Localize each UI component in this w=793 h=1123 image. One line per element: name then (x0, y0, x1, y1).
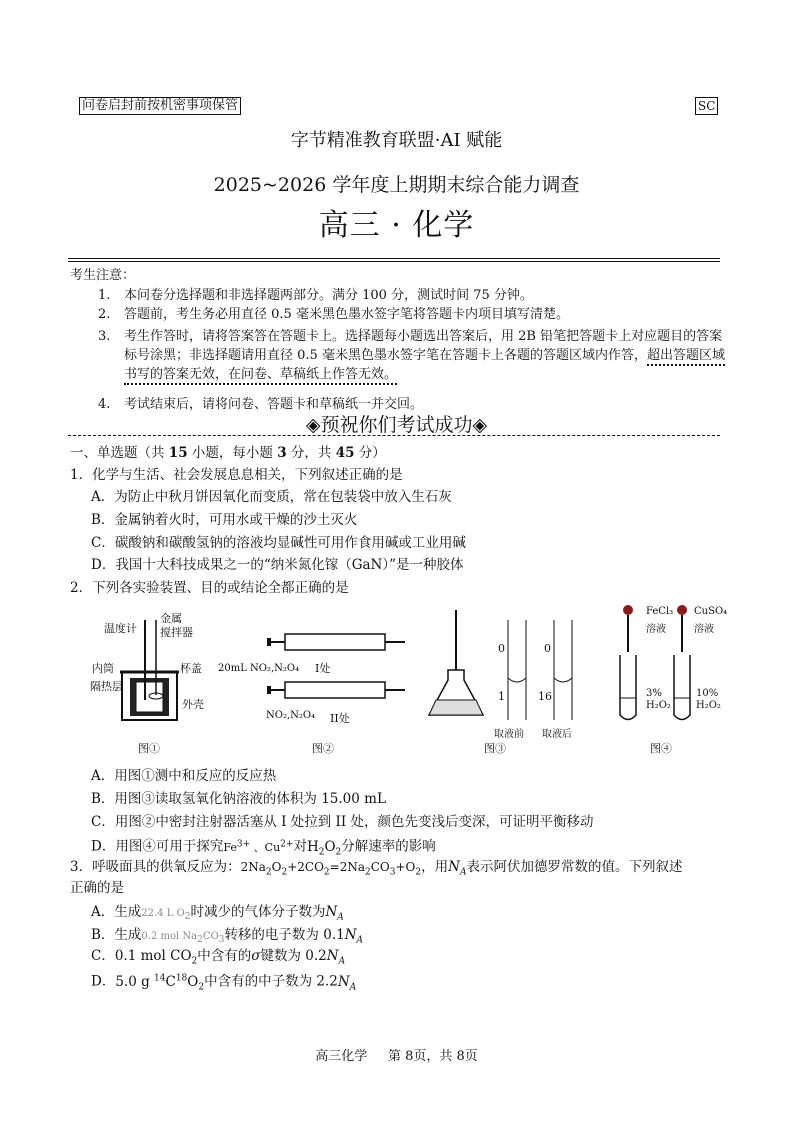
q2-d-text: D．用图④可用于探究 (91, 838, 224, 855)
notice-num: 4. (98, 397, 111, 412)
fig4-label: 溶液 (694, 624, 714, 635)
fig3-caption: 图③ (484, 742, 506, 755)
mole-amount: 0.2 mol $Na_2CO_3$ (141, 931, 225, 945)
q1-option-a: A．为防止中秋月饼因氧化而变质，常在包装袋中放入生石灰 (91, 489, 452, 505)
fig3-label: 0 (498, 642, 505, 655)
fig2-label: 20mL NO₂,N₂O₄ (218, 663, 300, 674)
fig4-label: H₂O₂ (646, 700, 671, 711)
subject-title: 高三 · 化学 (318, 208, 475, 243)
q3-option-d (91, 968, 356, 997)
fig2-label: I处 (315, 662, 331, 675)
fig3-label: 取液后 (542, 729, 572, 740)
fig1-label: 搅拌器 (160, 626, 193, 639)
syringe-figure (265, 600, 410, 760)
q2-stem: 2．下列各实验装置、目的或结论全都正确的是 (70, 580, 349, 596)
header-rule-bottom (68, 261, 720, 262)
avogadro-symbol: $N_A$ (326, 948, 346, 967)
notice-num: 2. (98, 307, 111, 322)
fig1-label: 温度计 (104, 622, 137, 635)
section-title-part: 一、单选题（共 (70, 445, 169, 461)
section-title-part: 分） (354, 445, 386, 461)
q1-option-c: C．碳酸钠和碳酸氢钠的溶液均显碱性可用作食用碱或工业用碱 (91, 535, 466, 551)
fig4-caption: 图④ (650, 742, 672, 755)
good-luck-banner: ◈预祝你们考试成功◈ (305, 414, 488, 436)
q3-stem-text: 3．呼吸面具的供氧反应为： (70, 859, 241, 875)
fig3-label: 0 (544, 642, 551, 655)
notice-item-1 (98, 286, 726, 305)
header-rule-top (68, 258, 720, 259)
q3-stem-text: 表示阿伏加德罗常数的值。下列叙述 (466, 859, 683, 875)
fig1-label: 隔热层 (90, 680, 123, 693)
avogadro-symbol: $N_A$ (344, 927, 364, 946)
reaction-equation: $2Na_2O_2+2CO_2=2Na_2CO_3+O_2$ (240, 860, 422, 878)
q2-option-c: C．用图②中密封注射器活塞从 I 处拉到 II 处，颜色先变浅后变深，可证明平衡移动 (91, 814, 594, 830)
notice-heading: 考生注意： (70, 268, 136, 283)
notice-item-3 (98, 327, 726, 384)
avogadro-symbol: $N_A$ (448, 859, 467, 878)
q3-a-text: A．生成 (91, 904, 142, 920)
q2-option-a: A．用图①测中和反应的反应热 (91, 768, 277, 784)
q2-d-text: 对 (293, 838, 307, 855)
notice-num: 1. (98, 288, 111, 303)
q1-option-b: B．金属钠着火时，可用水或干燥的沙土灭火 (91, 512, 358, 528)
sc-badge: SC (695, 97, 718, 115)
gas-volume: 22.4 L $O_2$ (141, 908, 191, 922)
notice-text-a: 考生作答时，请将答案答在答题卡上。选择题每小题选出答案后，用 2B 铅笔把答题卡上对应题目的答案标号涂黑；非选择题请用直径 0.5 毫米黑色墨水签字笔在答题卡上各题的答题区域内作答， (124, 329, 723, 363)
q3-d-text: D． (91, 973, 116, 990)
fig1-label: 杯盖 (180, 662, 202, 675)
fig4-label: CuSO₄ (694, 606, 728, 617)
notice-text: 答题前，考生务必用直径 0.5 毫米黑色墨水签字笔将答题卡内项目填写清楚。 (124, 307, 569, 322)
q2-option-b: B．用图③读取氢氧化钠溶液的体积为 15.00 mL (91, 791, 386, 807)
isotope-mass: 5.0 g $^{14}C^{18}O_2$ (115, 973, 205, 993)
fig4-label: 溶液 (646, 624, 666, 635)
fig4-label: 3% (646, 688, 662, 699)
page-footer (0, 1045, 793, 1064)
q3-b-text: B．生成 (91, 927, 142, 943)
q3-c-text: 键数为 0.2 (260, 948, 327, 964)
q3-c-text: C． (91, 948, 115, 964)
fig4-label: FeCl₃ (646, 606, 674, 617)
q3-a-text: 时减少的气体分子数为 (190, 904, 326, 920)
fig1-label: 金属 (160, 612, 182, 625)
q1-stem: 1．化学与生活、社会发展息息相关，下列叙述正确的是 (70, 467, 403, 483)
points-total: 45 (335, 445, 355, 461)
section-divider (68, 435, 720, 436)
notice-text-emphasis: 超出答题区域书写的答案无效，在问卷、草稿纸上作答无效。 (124, 348, 725, 385)
section-title-part: 分，共 (286, 445, 336, 461)
q2-figures (90, 600, 730, 760)
footer-page-number: 第 8页，共 8页 (387, 1049, 478, 1064)
notice-item-2 (98, 305, 726, 324)
sigma-symbol: σ (251, 948, 261, 964)
fe3-ion: $Fe^{3+}$ 、$Cu^{2+}$ (223, 839, 294, 854)
exam-title: 2025~2026 学年度上期期末综合能力调查 (213, 174, 580, 196)
h2o2-formula: $H_2O_2$ (306, 838, 342, 858)
question-count: 15 (168, 445, 188, 461)
fig1-label: 外壳 (182, 698, 204, 711)
fig3-label: 1 (498, 690, 505, 703)
q3-d-text: 中含有的中子数为 2.2 (204, 973, 338, 990)
fig4-label: 10% (696, 688, 719, 699)
q3-b-text: 转移的电子数为 0.1 (224, 927, 345, 943)
fig3-label: 16 (538, 690, 552, 703)
notice-text: 本问卷分选择题和非选择题两部分。满分 100 分，测试时间 75 分钟。 (124, 288, 533, 303)
fig1-label: 内筒 (92, 662, 114, 675)
avogadro-symbol: $N_A$ (325, 904, 344, 923)
alliance-title: 字节精准教育联盟·AI 赋能 (290, 130, 503, 151)
fig2-caption: 图② (312, 742, 334, 755)
q3-c-text: 中含有的 (197, 948, 252, 964)
fig2-label: II处 (330, 712, 350, 725)
q2-d-text: 分解速率的影响 (341, 838, 436, 855)
confidential-label: 问卷启封前按机密事项保管 (79, 97, 241, 115)
section-title (70, 443, 386, 463)
section-title-part: 小题，每小题 (187, 445, 278, 461)
notice-num: 3. (98, 329, 111, 344)
q3-option-a (91, 902, 344, 928)
notice-text (124, 327, 726, 384)
fig4-label: H₂O₂ (696, 700, 721, 711)
q3-stem-text: ，用 (421, 859, 449, 875)
avogadro-symbol: $N_A$ (337, 973, 357, 993)
co2-amount: 0.1 mol $CO_2$ (114, 948, 198, 967)
points-each: 3 (277, 445, 287, 461)
q3-stem (70, 857, 682, 883)
footer-subject: 高三化学 (315, 1049, 368, 1064)
fig2-label: NO₂,N₂O₄ (266, 710, 316, 721)
q1-option-d: D．我国十大科技成果之一的“纳米氮化镓（GaN）”是一种胶体 (91, 557, 464, 573)
notice-text: 考试结束后，请将问卷、答题卡和草稿纸一并交回。 (124, 397, 424, 412)
fig1-caption: 图① (138, 742, 160, 755)
q3-stem-line2: 正确的是 (70, 880, 124, 896)
fig3-label: 取液前 (494, 729, 524, 740)
